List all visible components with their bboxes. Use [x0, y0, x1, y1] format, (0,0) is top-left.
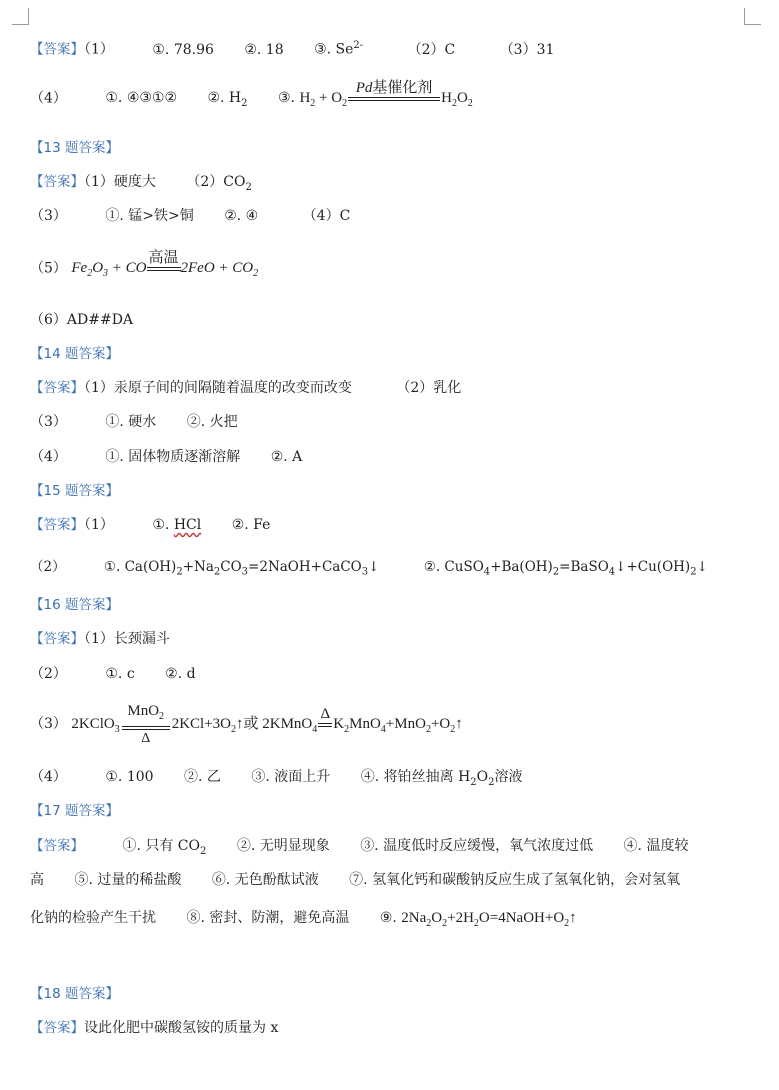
answer-item: ②. 18 — [244, 41, 284, 58]
page-corner-mark-left — [12, 8, 29, 25]
answer-line — [30, 36, 554, 60]
answer-line — [30, 172, 252, 198]
answer-item: ②. d — [165, 666, 196, 682]
answer-item: （2）C — [407, 41, 456, 58]
chemical-equation: $Fe_2O_3$ + CO 高温 $2FeO + CO_2$ — [71, 260, 258, 276]
reaction-condition: 高温 — [147, 250, 181, 288]
answer-line — [30, 767, 523, 793]
answer-line — [30, 836, 688, 862]
answer-item: ①. 只有 $CO_2$ — [122, 838, 207, 857]
part-label: （3） — [30, 716, 67, 732]
answer-tag: 【答案】 — [30, 380, 84, 396]
section-heading: 【15 题答案】 — [30, 483, 119, 499]
part-label: （4） — [30, 449, 67, 465]
answer-item: ②. $H_2$ — [207, 90, 248, 110]
reaction-condition: Pd基催化剂 — [348, 80, 440, 118]
section-heading: 【17 题答案】 — [30, 803, 119, 819]
answer-line — [30, 870, 680, 890]
page-corner-mark-right — [744, 8, 761, 25]
part-label: （4） — [30, 90, 67, 107]
answer-item: ①. c — [105, 666, 135, 682]
answer-item: ③. 液面上升 — [251, 769, 331, 785]
answer-item: ①. HCl — [152, 517, 202, 533]
part-label: （5） — [30, 260, 67, 277]
chemical-equation: ②. $CuSO_4+Ba(OH)_2=BaSO_4↓+Cu(OH)_2↓$ — [423, 559, 708, 578]
answer-line — [30, 250, 258, 290]
chemical-equation: $2Na_2O_2+2H_2O=4NaOH+O_2↑$ — [401, 910, 577, 929]
part-label: （3） — [30, 208, 67, 224]
answer-item: ②. Fe — [231, 517, 271, 533]
answer-item: 高 — [30, 872, 44, 888]
answer-line — [30, 664, 196, 684]
part-label: （1） — [84, 517, 114, 533]
answer-item: ①. 78.96 — [152, 41, 214, 58]
answer-line — [30, 80, 473, 120]
answer-item: ⑦. 氢氧化钙和碳酸钠反应生成了氢氧化钠，会对氢氧 — [349, 872, 681, 888]
answer-line — [30, 702, 463, 752]
answer-item: ②. 乙 — [184, 769, 221, 785]
answer-item: （1）长颈漏斗 — [84, 631, 170, 647]
answer-line — [30, 515, 270, 535]
answer-tag: 【答案】 — [30, 631, 84, 647]
answer-line — [30, 310, 133, 330]
answer-item: ⑤. 过量的稀盐酸 — [74, 872, 182, 888]
part-label: （2） — [30, 666, 67, 682]
answer-item: ⑧. 密封、防潮，避免高温 — [186, 910, 350, 926]
answer-item: （1）硬度大 — [84, 174, 156, 190]
answer-item: ④. 将铂丝抽离 $H_2O_2$溶液 — [360, 769, 523, 788]
reaction-condition: Δ — [318, 706, 332, 744]
answer-item: ①. ④③①② — [105, 90, 178, 107]
answer-tag: 【答案】 — [30, 41, 84, 58]
answer-line — [30, 412, 238, 432]
answer-item: ③. — [277, 90, 295, 107]
answer-tag: 【答案】 — [30, 174, 84, 190]
answer-item: （2）乳化 — [396, 380, 462, 396]
chemical-equation: ①. $Ca(OH)_2+Na_2CO_3=2NaOH+CaCO_3↓$ — [103, 559, 380, 578]
answer-item: （4）C — [302, 208, 351, 224]
answer-item: ①. 固体物质逐渐溶解 — [105, 449, 241, 465]
part-label: （4） — [30, 769, 67, 785]
part-label: （1） — [84, 41, 114, 58]
answer-item: $(2)CO_2$ — [186, 174, 252, 193]
answer-tag: 【答案】 — [30, 838, 84, 854]
answer-item: 设此化肥中碳酸氢铵的质量为 x — [84, 1020, 279, 1036]
answer-item: ①. 锰>铁>铜 — [105, 208, 194, 224]
answer-item: ④. 温度较 — [623, 838, 689, 854]
answer-tag: 【答案】 — [30, 517, 84, 533]
answer-item: （3）31 — [499, 41, 555, 58]
answer-item: ⑨. — [379, 910, 397, 926]
answer-line — [30, 1018, 278, 1038]
section-heading: 【16 题答案】 — [30, 597, 119, 613]
answer-item: ⑥. 无色酚酞试液 — [211, 872, 319, 888]
answer-item: ②. 火把 — [186, 414, 238, 430]
answer-item: ①. 100 — [105, 769, 154, 785]
answer-item: ②. 无明显现象 — [236, 838, 330, 854]
section-heading: 【18 题答案】 — [30, 986, 119, 1002]
answer-tag: 【答案】 — [30, 1020, 84, 1036]
answer-line — [30, 378, 461, 398]
answer-item: ③. $Se^{2-}$ — [314, 40, 364, 58]
answer-item: ②. A — [270, 449, 303, 465]
answer-item: ③. 温度低时反应缓慢，氧气浓度过低 — [360, 838, 594, 854]
answer-line — [30, 447, 302, 467]
answer-line — [30, 557, 708, 583]
answer-item: （1）汞原子间的间隔随着温度的改变而改变 — [84, 380, 352, 396]
answer-line — [30, 206, 350, 226]
answer-item: ②. ④ — [224, 208, 259, 224]
part-label: （2） — [30, 559, 66, 575]
chemical-equation: 2KClO$_3$ MnO$_2$ Δ $2KCl+3O_2↑$或 2KMnO$_4$ Δ $K_2MnO_4+MnO_2+O_2↑$ — [71, 702, 463, 746]
answer-line — [30, 629, 170, 649]
answer-item: （6）AD##DA — [30, 312, 134, 328]
chemical-equation: $H_2 + O_2$ Pd基催化剂 $H_2O_2$ — [299, 90, 472, 106]
answer-line — [30, 908, 577, 934]
answer-item: 化钠的检验产生干扰 — [30, 910, 156, 926]
section-heading: 【13 题答案】 — [30, 140, 119, 156]
answer-item: ①. 硬水 — [105, 414, 157, 430]
part-label: （3） — [30, 414, 67, 430]
section-heading: 【14 题答案】 — [30, 346, 119, 362]
reaction-condition: MnO$_2$ Δ — [122, 703, 170, 747]
